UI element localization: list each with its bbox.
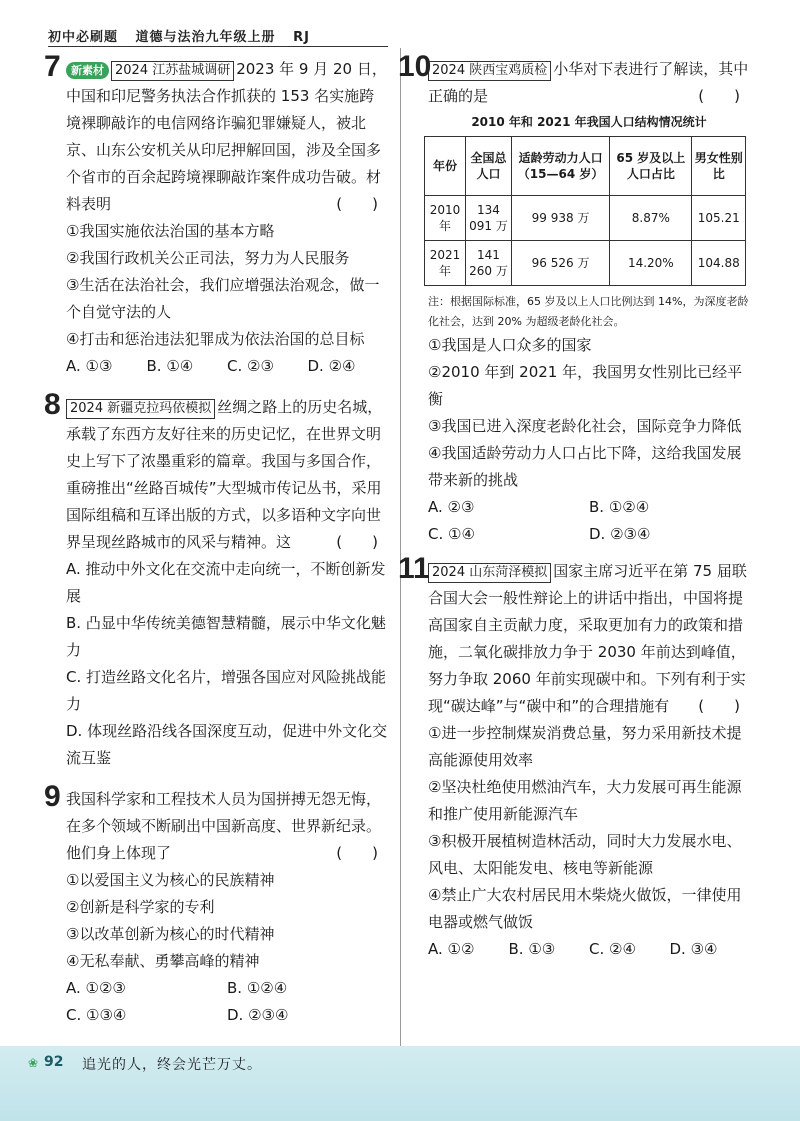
statement-item: ③生活在法治社会，我们应增强法治观念，做一个自觉守法的人: [66, 276, 380, 321]
table-header: 65 岁及以上人口占比: [610, 137, 692, 196]
option-a: A. 推动中外文化在交流中走向统一，不断创新发展: [66, 560, 386, 605]
statement-item: ②坚决杜绝使用燃油汽车，大力发展可再生能源和推广使用新能源汽车: [428, 778, 742, 823]
table-header: 适龄劳动力人口（15—64 岁）: [511, 137, 609, 196]
question-number: 10: [398, 50, 432, 83]
table-cell: 2010 年: [425, 196, 466, 241]
option-d: D. 体现丝路沿线各国深度互动，促进中外文化交流互鉴: [66, 722, 388, 767]
option-b: B. ①③: [508, 940, 556, 958]
option-c: C. ①③④: [66, 1006, 127, 1024]
statement-item: ④无私奉献、勇攀高峰的精神: [66, 952, 260, 970]
question-11: [398, 552, 750, 963]
statement-item: ③积极开展植树造林活动，同时大力发展水电、风电、太阳能发电、核电等新能源: [428, 832, 742, 877]
statement-item: ④禁止广大农村居民用木柴烧火做饭，一律使用电器或燃气做饭: [428, 886, 742, 931]
answer-options: [428, 494, 750, 548]
answer-paren: ( ): [336, 533, 378, 551]
option-b: B. ①②④: [589, 498, 650, 516]
table-cell: 14.20%: [610, 241, 692, 286]
table-cell: 104.88: [692, 241, 746, 286]
source-tag: 2024 江苏盐城调研: [111, 61, 234, 81]
statement-item: ③以改革创新为核心的时代精神: [66, 925, 275, 943]
page-number: 92: [44, 1054, 64, 1070]
stem-text: 我国科学家和工程技术人员为国拼搏无怨无悔，在多个领域不断刷出中国新高度、世界新纪录。他们身上体现了: [66, 790, 382, 862]
answer-paren: ( ): [698, 697, 740, 715]
table-cell: 2021 年: [425, 241, 466, 286]
statement-item: ④我国适龄劳动力人口占比下降，这给我国发展带来新的挑战: [428, 444, 742, 489]
question-stem: [66, 786, 388, 867]
answer-paren: ( ): [336, 844, 378, 862]
statement-item: ①我国是人口众多的国家: [428, 336, 592, 354]
footer-motto: 追光的人，终会光芒万丈。: [82, 1057, 262, 1073]
statement-item: ②创新是科学家的专利: [66, 898, 215, 916]
statement-item: ①进一步控制煤炭消费总量，努力采用新技术提高能源使用效率: [428, 724, 742, 769]
option-d: D. ②③④: [227, 1006, 289, 1024]
statement-item: ①以爱国主义为核心的民族精神: [66, 871, 275, 889]
series-title: 初中必刷题: [48, 30, 119, 45]
option-a: A. ①③: [66, 357, 113, 375]
question-number: 7: [44, 50, 61, 83]
table-header: 全国总人口: [466, 137, 512, 196]
table-cell: 99 938 万: [511, 196, 609, 241]
question-stem: [428, 558, 750, 720]
question-8: [44, 388, 388, 772]
question-stem: [428, 56, 750, 110]
table-cell: 8.87%: [610, 196, 692, 241]
option-a: A. ②③: [428, 498, 475, 516]
right-column: [398, 50, 750, 963]
table-row: [425, 241, 746, 286]
question-number: 9: [44, 780, 61, 813]
population-table: [424, 136, 746, 286]
page-header: [48, 26, 322, 46]
option-c: C. ②③: [227, 357, 274, 375]
option-d: D. ③④: [669, 940, 718, 958]
answer-options: [66, 975, 388, 1029]
option-a: A. ①②: [428, 940, 475, 958]
question-number: 8: [44, 388, 61, 421]
stem-text: 小华对下表进行了解读，其中正确的是: [428, 60, 749, 105]
option-d: D. ②④: [307, 357, 356, 375]
table-note: 注：根据国际标准，65 岁及以上人口比例达到 14%，为深度老龄化社会，达到 20% 为超级老龄化社会。: [428, 295, 749, 328]
subject-title: 道德与法治九年级上册: [135, 30, 276, 45]
option-c: C. ①④: [428, 525, 475, 543]
question-7: [44, 50, 388, 380]
option-a: A. ①②③: [66, 979, 126, 997]
table-header-row: [425, 137, 746, 196]
question-number: 11: [398, 552, 430, 585]
answer-paren: ( ): [698, 87, 740, 105]
stem-text: 2023 年 9 月 20 日，中国和印尼警务执法合作抓获的 153 名实施跨境裸聊敲诈的电信网络诈骗犯罪嫌疑人，被北京、山东公安机关从印尼押解回国，涉及全国多个省市的百余起跨境裸聊敲诈案件成功告破。材料表明: [66, 60, 387, 213]
left-column: [44, 50, 388, 1029]
table-cell: 141 260 万: [466, 241, 512, 286]
answer-options: [428, 936, 750, 963]
option-b: B. 凸显中华传统美德智慧精髓，展示中华文化魅力: [66, 614, 386, 659]
statement-item: ④打击和惩治违法犯罪成为依法治国的总目标: [66, 330, 365, 348]
page-footer: [0, 1046, 800, 1121]
source-tag: 2024 山东菏泽模拟: [428, 563, 551, 583]
new-material-badge: 新素材: [66, 62, 109, 79]
question-stem: [66, 394, 388, 556]
table-header: 年份: [425, 137, 466, 196]
table-header: 男女性别比: [692, 137, 746, 196]
option-b: B. ①②④: [227, 979, 288, 997]
table-cell: 134 091 万: [466, 196, 512, 241]
statement-item: ②2010 年到 2021 年，我国男女性别比已经平衡: [428, 363, 743, 408]
answer-paren: ( ): [336, 195, 378, 213]
option-c: C. 打造丝路文化名片，增强各国应对风险挑战能力: [66, 668, 387, 713]
option-c: C. ②④: [589, 940, 636, 958]
table-cell: 105.21: [692, 196, 746, 241]
statement-item: ③我国已进入深度老龄化社会，国际竞争力降低: [428, 417, 742, 435]
leaf-icon: ❀: [28, 1056, 39, 1070]
statement-item: ②我国行政机关公正司法，努力为人民服务: [66, 249, 350, 267]
option-d: D. ②③④: [589, 525, 651, 543]
source-tag: 2024 陕西宝鸡质检: [428, 61, 551, 81]
header-rule: [48, 46, 388, 47]
stem-text: 丝绸之路上的历史名城，承载了东西方友好往来的历史记忆，在世界文明史上写下了浓墨重彩的篇章。我国与多国合作，重磅推出“丝路百城传”大型城市传记丛书，采用国际组稿和互译出版的方式，以多语种文字向世界呈现丝路城市的风采与精神。这: [66, 398, 383, 551]
table-title: 2010 年和 2021 年我国人口结构情况统计: [471, 115, 707, 129]
table-cell: 96 526 万: [511, 241, 609, 286]
question-9: [44, 780, 388, 1029]
option-b: B. ①④: [146, 357, 194, 375]
answer-options: [66, 353, 388, 380]
edition-label: RJ: [293, 30, 310, 45]
statement-item: ①我国实施依法治国的基本方略: [66, 222, 275, 240]
source-tag: 2024 新疆克拉玛依模拟: [66, 399, 215, 419]
stem-text: 国家主席习近平在第 75 届联合国大会一般性辩论上的讲话中指出，中国将提高国家自主贡献力度，采取更加有力的政策和措施，二氧化碳排放力争于 2030 年前达到峰值，努力争取 2060 年前实现碳中和。下列有利于实现“碳达峰”与“碳中和”的合理措施有: [428, 562, 747, 715]
question-10: [398, 50, 750, 548]
table-row: [425, 196, 746, 241]
column-divider: [400, 48, 401, 1048]
question-stem: [66, 56, 388, 218]
